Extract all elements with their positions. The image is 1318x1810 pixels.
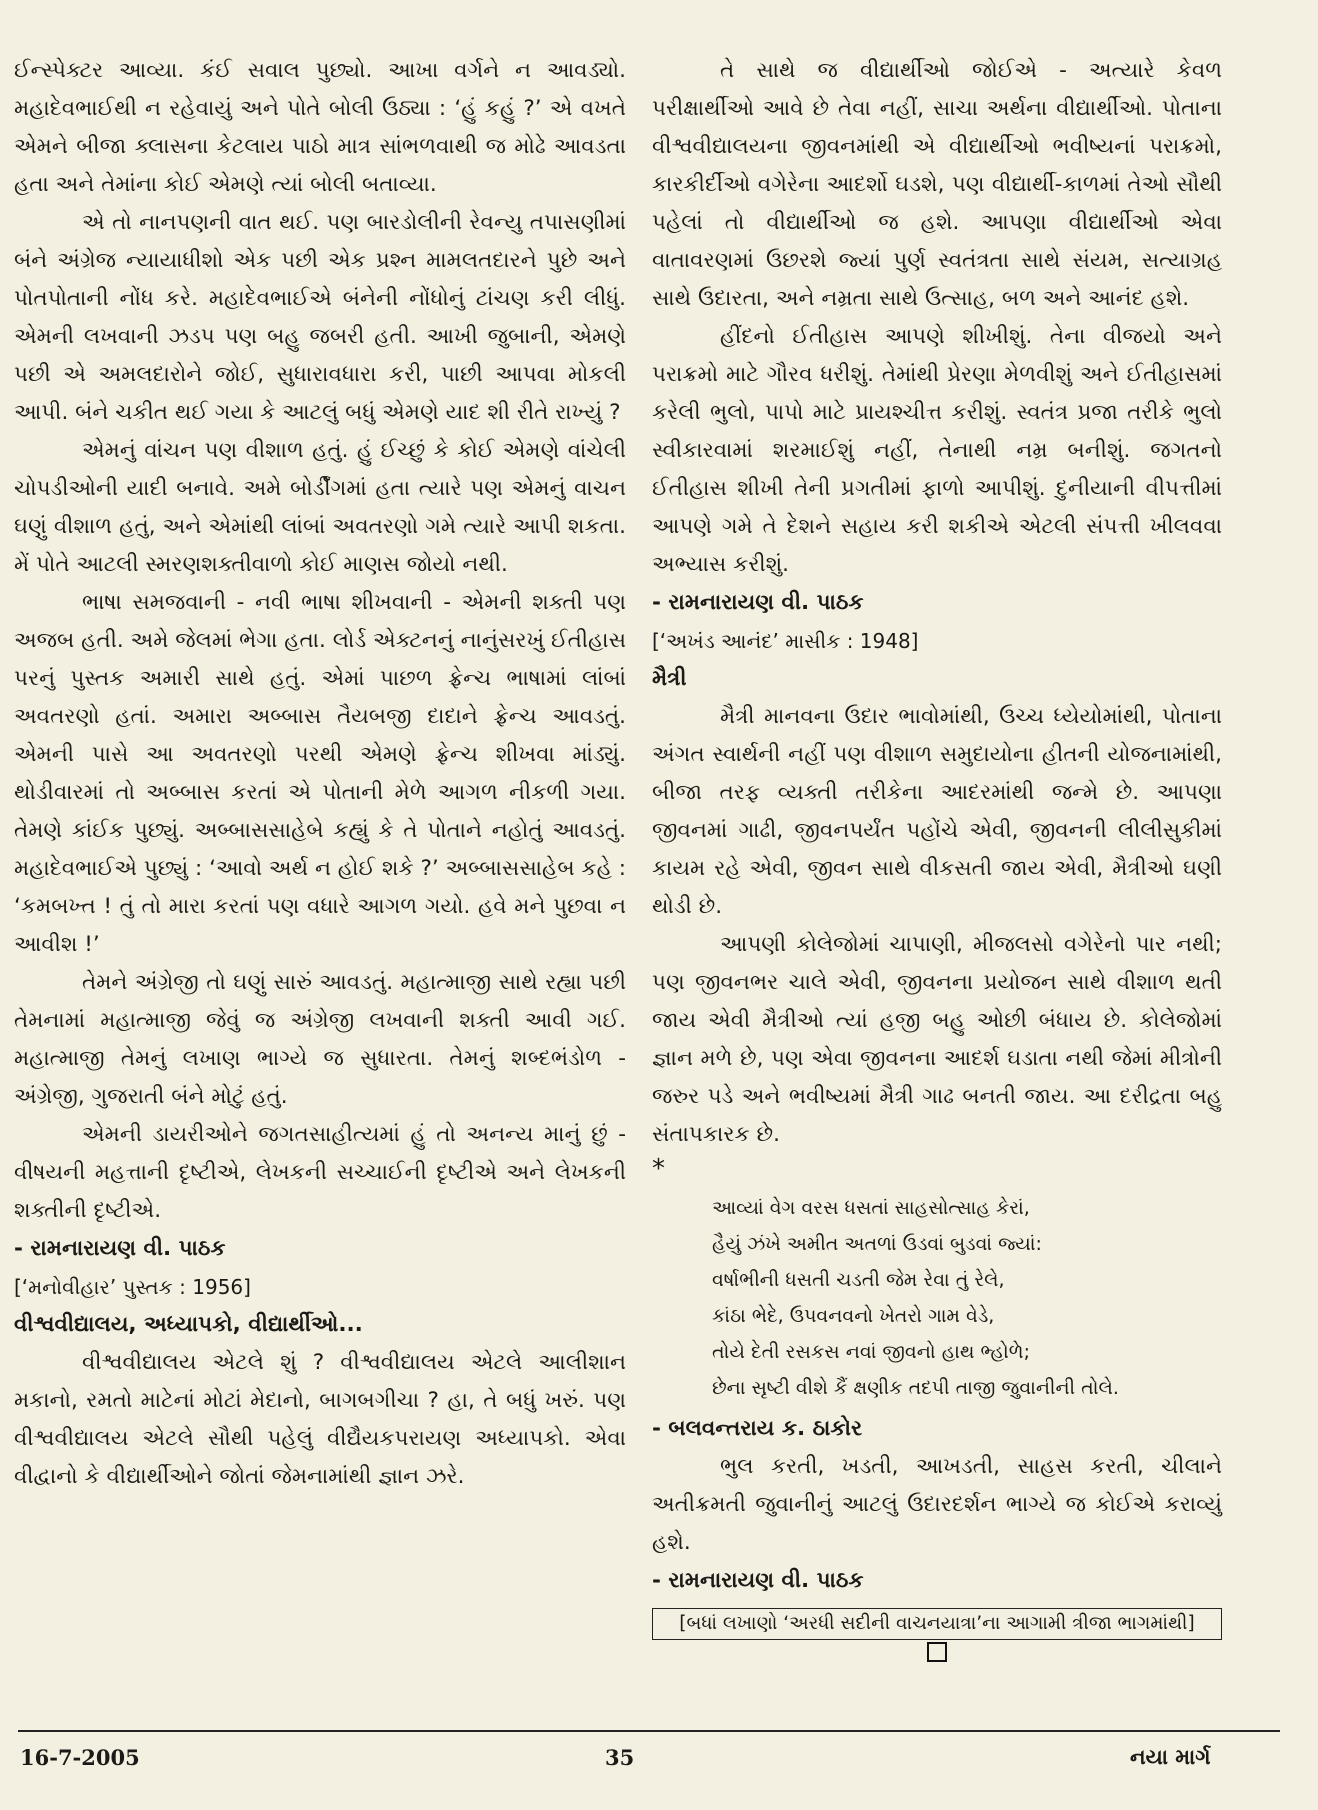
paragraph: ભાષા સમજવાની - નવી ભાષા શીખવાની - એમની શક્તી પણ અજબ હતી. અમે જેલમાં ભેગા હતા. લોર્ડ એક્ટનનું નાનુંસરખું ઈતીહાસ પરનું પુસ્તક અમારી સાથે હતું. એમાં પાછળ ફ્રેન્ચ ભાષામાં લાંબાં અવતરણો હતાં. અમારા અબ્બાસ તૈયબજી દાદાને ફ્રેન્ચ આવડતું. એમની પાસે આ અવતરણો પરથી એમણે ફ્રેન્ચ શીખવા માંડ્યું. થોડીવારમાં તો અબ્બાસ કરતાં એ પોતાની મેળે આગળ નીકળી ગયા. તેમણે કાંઈક પુછ્યું. અબ્બાસસાહેબે કહ્યું કે તે પોતાને નહોતું આવડતું. મહાદેવભાઈએ પુછ્યું : ‘આવો અર્થ ન હોઈ શકે ?’ અબ્બાસસાહેબ કહે : ‘કમબખ્ત ! તું તો મારા કરતાં પણ વધારે આગળ ગયો. હવે મને પુછવા ન આવીશ !’ (14, 590, 626, 957)
section-separator: * (652, 1154, 665, 1184)
footer-rule (18, 1730, 1280, 1732)
paragraph: ઈન્સ્પેક્ટર આવ્યા. કંઈ સવાલ પુછ્યો. આખા વર્ગને ન આવડ્યો. મહાદેવભાઈથી ન રહેવાયું અને પોતે બોલી ઉઠ્યા : ‘હું કહું ?’ એ વખતે એમને બીજા ક્લાસના કેટલાય પાઠો માત્ર સાંભળવાથી જ મોઢે આવડતા હતા અને તેમાંના કોઈ એમણે ત્યાં બોલી બતાવ્યા. (14, 58, 626, 197)
poem-line: છેના સૃષ્ટી વીશે કૈં ક્ષણીક તદપી તાજી જુવાનીની તોલે. (712, 1377, 1119, 1399)
end-square-icon (927, 1642, 947, 1662)
paragraph: એ તો નાનપણની વાત થઈ. પણ બારડોલીની રેવન્યુ તપાસણીમાં બંને અંગ્રેજ ન્યાયાધીશો એક પછી એક પ્રશ્ન મામલતદારને પુછે અને પોતપોતાની નોંધ કરે. મહાદેવભાઈએ બંનેની નોંધોનું ટાંચણ કરી લીધું. એમની લખવાની ઝડપ પણ બહુ જબરી હતી. આખી જુબાની, એમણે પછી એ અમલદારોને જોઈ, સુધારાવધારા કરી, પાછી આપવા મોકલી આપી. બંને ચકીત થઈ ગયા કે આટલું બધું એમણે યાદ શી રીતે રાખ્યું ? (14, 210, 626, 425)
article-heading: વીશ્વવીદ્યાલય, અધ્યાપકો, વીદ્યાર્થીઓ... (14, 1312, 363, 1337)
paragraph: ભુલ કરતી, ખડતી, આખડતી, સાહસ કરતી, ચીલાને અતીક્રમતી જુવાનીનું આટલું ઉદારદર્શન ભાગ્યે જ કોઈએ કરાવ્યું હશે. (652, 1454, 1222, 1555)
magazine-name: નયા માર્ગ (1130, 1745, 1211, 1769)
source-citation: [‘અખંડ આનંદ’ માસીક : 1948] (652, 629, 919, 653)
paragraph: આપણી કોલેજોમાં ચાપાણી, મીજલસો વગેરેનો પાર નથી; પણ જીવનભર ચાલે એવી, જીવનના પ્રયોજન સાથે વીશાળ થતી જાય એવી મૈત્રીઓ ત્યાં હજી બહુ ઓછી બંધાય છે. કોલેજોમાં જ્ઞાન મળે છે, પણ એવા જીવનના આદર્શ ઘડાતા નથી જેમાં મીત્રોની જરુર પડે અને ભવીષ્યમાં મૈત્રી ગાઢ બનતી જાય. આ દરીદ્રતા બહુ સંતાપકારક છે. (652, 932, 1222, 1147)
end-mark (652, 1642, 1222, 1666)
paragraph: તેમને અંગ્રેજી તો ઘણું સારું આવડતું. મહાત્માજી સાથે રહ્યા પછી તેમનામાં મહાત્માજી જેવું જ અંગ્રેજી લખવાની શક્તી આવી ગઈ. મહાત્માજી તેમનું લખાણ ભાગ્યે જ સુધારતા. તેમનું શબ્દભંડોળ - અંગ્રેજી, ગુજરાતી બંને મોટું હતું. (14, 970, 626, 1109)
poem-line: તોયે દેતી રસકસ નવાં જીવનો હાથ ભ્હોળે; (712, 1341, 1030, 1363)
poem-line: હૈયું ઝંખે અમીત અતળાં ઉડવાં બુડવાં જ્યાં: (712, 1233, 1042, 1255)
author-attribution: - રામનારાયણ વી. પાઠક (652, 1568, 864, 1593)
source-note: [બધાં લખાણો ‘અરધી સદીની વાચનયાત્રા’ના આગામી ત્રીજા ભાગમાંથી] (652, 1608, 1222, 1640)
poet-attribution: - બલવન્તરાય ક. ઠાકોર (652, 1416, 863, 1441)
page-number: 35 (605, 1745, 635, 1770)
poem-line: આવ્યાં વેગ વરસ ધસતાં સાહસોત્સાહ કેરાં, (712, 1197, 1030, 1219)
source-citation: [‘મનોવીહાર’ પુસ્તક : 1956] (14, 1275, 251, 1299)
paragraph: વીશ્વવીદ્યાલય એટલે શું ? વીશ્વવીદ્યાલય એટલે આલીશાન મકાનો, રમતો માટેનાં મોટાં મેદાનો, બાગબગીચા ? હા, તે બધું ખરું. પણ વીશ્વવીદ્યાલય એટલે સૌથી પહેલું વીદ્યૈયકપરાયણ અધ્યાપકો. એવા વીદ્વાનો કે વીદ્યાર્થીઓને જોતાં જેમનામાંથી જ્ઞાન ઝરે. (14, 1350, 626, 1489)
article-heading: મૈત્રી (652, 666, 687, 691)
poem-line: વર્ષાભીની ધસતી ચડતી જેમ રેવા તું રેલે, (712, 1269, 1005, 1291)
paragraph: હીંદનો ઈતીહાસ આપણે શીખીશું. તેના વીજયો અને પરાક્રમો માટે ગૌરવ ધરીશું. તેમાંથી પ્રેરણા મેળવીશું અને ઈતીહાસમાં કરેલી ભુલો, પાપો માટે પ્રાયશ્ચીત્ત કરીશું. સ્વતંત્ર પ્રજા તરીકે ભુલો સ્વીકારવામાં શરમાઈશું નહીં, તેનાથી નમ્ર બનીશું. જગતનો ઈતીહાસ શીખી તેની પ્રગતીમાં ફાળો આપીશું. દુનીયાની વીપત્તીમાં આપણે ગમે તે દેશને સહાય કરી શકીએ એટલી સંપત્તી ખીલવવા અભ્યાસ કરીશું. (652, 324, 1222, 577)
author-attribution: - રામનારાયણ વી. પાઠક (652, 590, 864, 615)
author-attribution: - રામનારાયણ વી. પાઠક (14, 1236, 226, 1261)
right-column (652, 52, 1222, 1666)
paragraph: એમની ડાયરીઓને જગતસાહીત્યમાં હું તો અનન્ય માનું છું - વીષયની મહત્તાની દૃષ્ટીએ, લેખકની સચ્ચાઈની દૃષ્ટીએ અને લેખકની શક્તીની દૃષ્ટીએ. (14, 1122, 626, 1223)
poem (712, 1190, 1222, 1406)
paragraph: તે સાથે જ વીદ્યાર્થીઓ જોઈએ - અત્યારે કેવળ પરીક્ષાર્થીઓ આવે છે તેવા નહીં, સાચા અર્થના વીદ્યાર્થીઓ. પોતાના વીશ્વવીદ્યાલયના જીવનમાંથી એ વીદ્યાર્થીઓ ભવીષ્યનાં પરાક્રમો, કારકીર્દીઓ વગેરેના આદર્શો ઘડશે, પણ વીદ્યાર્થી-કાળમાં તેઓ સૌથી પહેલાં તો વીદ્યાર્થીઓ જ હશે. આપણા વીદ્યાર્થીઓ એવા વાતાવરણમાં ઉછરશે જ્યાં પુર્ણ સ્વતંત્રતા સાથે સંયમ, સત્યાગ્રહ સાથે ઉદારતા, અને નમ્રતા સાથે ઉત્સાહ, બળ અને આનંદ હશે. (652, 58, 1222, 311)
left-column (14, 52, 626, 1496)
footer-date: 16-7-2005 (20, 1745, 140, 1770)
paragraph: મૈત્રી માનવના ઉદાર ભાવોમાંથી, ઉચ્ચ ધ્યેયોમાંથી, પોતાના અંગત સ્વાર્થની નહીં પણ વીશાળ સમુદાયોના હીતની યોજનામાંથી, બીજા તરફ વ્યક્તી તરીકેના આદરમાંથી જન્મે છે. આપણા જીવનમાં ગાઢી, જીવનપર્યંત પહોંચે એવી, જીવનની લીલીસુકીમાં કાયમ રહે એવી, જીવન સાથે વીકસતી જાય એવી, મૈત્રીઓ ઘણી થોડી છે. (652, 704, 1222, 919)
poem-line: કાંઠા ભેદે, ઉપવનવનો ખેતરો ગામ વેડે, (712, 1305, 995, 1327)
paragraph: એમનું વાંચન પણ વીશાળ હતું. હું ઈચ્છું કે કોઈ એમણે વાંચેલી ચોપડીઓની યાદી બનાવે. અમે બોર્ડીંગમાં હતા ત્યારે પણ એમનું વાચન ઘણું વીશાળ હતું, અને એમાંથી લાંબાં અવતરણો ગમે ત્યારે આપી શકતા. મેં પોતે આટલી સ્મરણશક્તીવાળો કોઈ માણસ જોયો નથી. (14, 438, 626, 577)
